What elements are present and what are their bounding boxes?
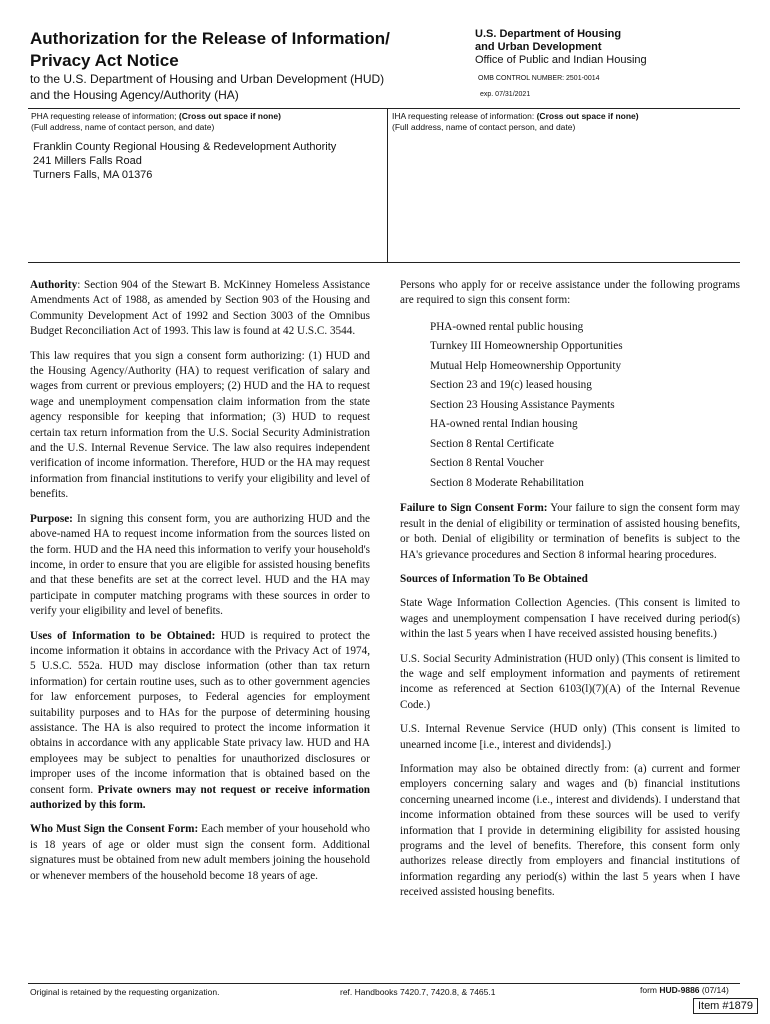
form-subtitle [30, 71, 384, 103]
list-item: Section 8 Rental Voucher [430, 457, 544, 470]
subtitle-line-2: and the Housing Agency/Authority (HA) [30, 88, 239, 102]
ssa-paragraph: U.S. Social Security Administration (HUD only) (This consent is limited to the wage and self employment information and payments of retirement income as referenced at Section 6103(l)(7)(A) of the Internal Revenue Code.) [400, 652, 740, 711]
pha-address-line-1: Franklin County Regional Housing & Redevelopment Authority [33, 141, 337, 153]
purpose-paragraph: Purpose: In signing this consent form, you are authorizing HUD and the above-named HA to request income information from the sources listed on the form. HUD and the HA need this information to verify your household's income, in order to ensure that you are eligible for assisted housing benefits and that these benefits are set at the correct level. HUD and the HA may participate in computer matching programs with these sources in order to verify your eligibility and level of benefits. [30, 512, 370, 618]
box-divider [387, 108, 388, 262]
law-paragraph: This law requires that you sign a consent form authorizing: (1) HUD and the Housing Agency/Authority (HA) to request verification of salary and wages from current or previous employers; (2) HUD and the HA to request wage and unemployment compensation claim information from the state agency responsible for keeping that information; (3) HUD to request certain tax return information from the U.S. Social Security Administration and the U.S. Internal Revenue Service. The law also requires independent verification of income information. Therefore, HUD or the HA may request information from financial institutions to verify your eligibility and level of benefits. [30, 349, 370, 501]
list-item: Section 8 Rental Certificate [430, 437, 554, 450]
list-item: Section 23 Housing Assistance Payments [430, 398, 615, 411]
pha-address-line-3: Turners Falls, MA 01376 [33, 169, 153, 181]
dept-line-3: Office of Public and Indian Housing [475, 54, 647, 66]
uses-paragraph: Uses of Information to be Obtained: HUD is required to protect the income information it obtains in accordance with the Privacy Act of 1974, 5 U.S.C. 552a. HUD may disclose information (other than tax return information) for certain routine uses, such as to other government agencies for law enforcement purposes, to Federal agencies for employment suitability purposes and to HAs for the purpose of determining housing assistance. The HA is also required to protect the income information it obtains in accordance with any applicable State privacy law. HUD and HA employees may be subject to penalties for unauthorized disclosures or improper uses of the income information that is obtained based on the consent form. Private owners may not request or receive information authorized by this form. [30, 629, 371, 811]
authority-paragraph: Authority: Section 904 of the Stewart B. McKinney Homeless Assistance Amendments Act of 1988, as amended by Section 903 of the Housing and Community Development Act of 1992 and Section 3003 of the Omnibus Budget Reconciliation Act of 1993. This law is found at 42 U.S.C. 3544. [30, 279, 370, 338]
list-item: HA-owned rental Indian housing [430, 418, 578, 431]
direct-sources-paragraph: Information may also be obtained directly from: (a) current and former employers concerning salary and wages and (b) financial institutions concerning unearned income (i.e., interest and dividends). I understand that income information obtained from these sources will be used to verify information that I provide in determining eligibility for assisted housing programs and the level of benefits. Therefore, this consent form only authorizes release directly from employers and financial institutions of information regarding any period(s) within the last 5 years when I have received assisted housing benefits. [400, 763, 740, 899]
pha-address-line-2: 241 Millers Falls Road [33, 155, 142, 167]
title-line-1: Authorization for the Release of Information/ [30, 29, 390, 48]
footer-rule [28, 983, 740, 984]
list-item: Mutual Help Homeownership Opportunity [430, 359, 622, 372]
program-list [430, 318, 740, 494]
right-column [400, 278, 740, 910]
list-item: PHA-owned rental public housing [430, 320, 584, 333]
footer-handbooks: ref. Handbooks 7420.7, 7420.8, & 7465.1 [340, 987, 496, 997]
persons-paragraph: Persons who apply for or receive assistance under the following programs are required to sign this consent form: [400, 279, 740, 307]
sources-heading: Sources of Information To Be Obtained [400, 572, 588, 585]
pha-box-label: PHA requesting release of information; (Cross out space if none) (Full address, name of contact person, and date) [31, 111, 281, 132]
box-top-rule [28, 108, 740, 109]
department-block [475, 28, 647, 67]
list-item: Turnkey III Homeownership Opportunities [430, 340, 623, 353]
dept-line-2: and Urban Development [475, 41, 602, 53]
item-number-badge: Item #1879 [693, 998, 758, 1014]
state-wage-paragraph: State Wage Information Collection Agencies. (This consent is limited to wages and unemployment compensation I have received during period(s) within the last 5 years when I have received assisted housing benefits.) [400, 597, 740, 641]
left-column [30, 278, 370, 893]
list-item: Section 23 and 19(c) leased housing [430, 379, 592, 392]
list-item: Section 8 Moderate Rehabilitation [430, 476, 584, 489]
box-bottom-rule [28, 262, 740, 263]
title-line-2: Privacy Act Notice [30, 51, 179, 70]
iha-box-label: IHA requesting release of information: (Cross out space if none) (Full address, name of contact person, and date) [392, 111, 639, 132]
pha-address-field[interactable] [33, 140, 336, 182]
omb-control-number: OMB CONTROL NUMBER: 2501-0014 [478, 75, 600, 82]
irs-paragraph: U.S. Internal Revenue Service (HUD only) (This consent is limited to unearned income [i.e., interest and dividends].) [400, 723, 740, 751]
form-title [30, 28, 390, 72]
subtitle-line-1: to the U.S. Department of Housing and Urban Development (HUD) [30, 72, 385, 86]
footer-original-note: Original is retained by the requesting organization. [30, 987, 220, 997]
iha-address-field[interactable] [392, 140, 732, 255]
footer-form-number: form HUD-9886 (07/14) [640, 985, 729, 995]
failure-paragraph: Failure to Sign Consent Form: Your failure to sign the consent form may result in the denial of eligibility or termination of assisted housing benefits, or both. Denial of eligibility or termination of benefits is subject to the HA's grievance procedures and Section 8 informal hearing procedures. [400, 502, 740, 561]
dept-line-1: U.S. Department of Housing [475, 28, 622, 40]
who-must-sign-paragraph: Who Must Sign the Consent Form: Each member of your household who is 18 years of age or older must sign the consent form. Additional signatures must be obtained from new adult members joining the household or whenever members of the household become 18 years of age. [30, 823, 370, 882]
expiration-date: exp. 07/31/2021 [480, 91, 531, 98]
